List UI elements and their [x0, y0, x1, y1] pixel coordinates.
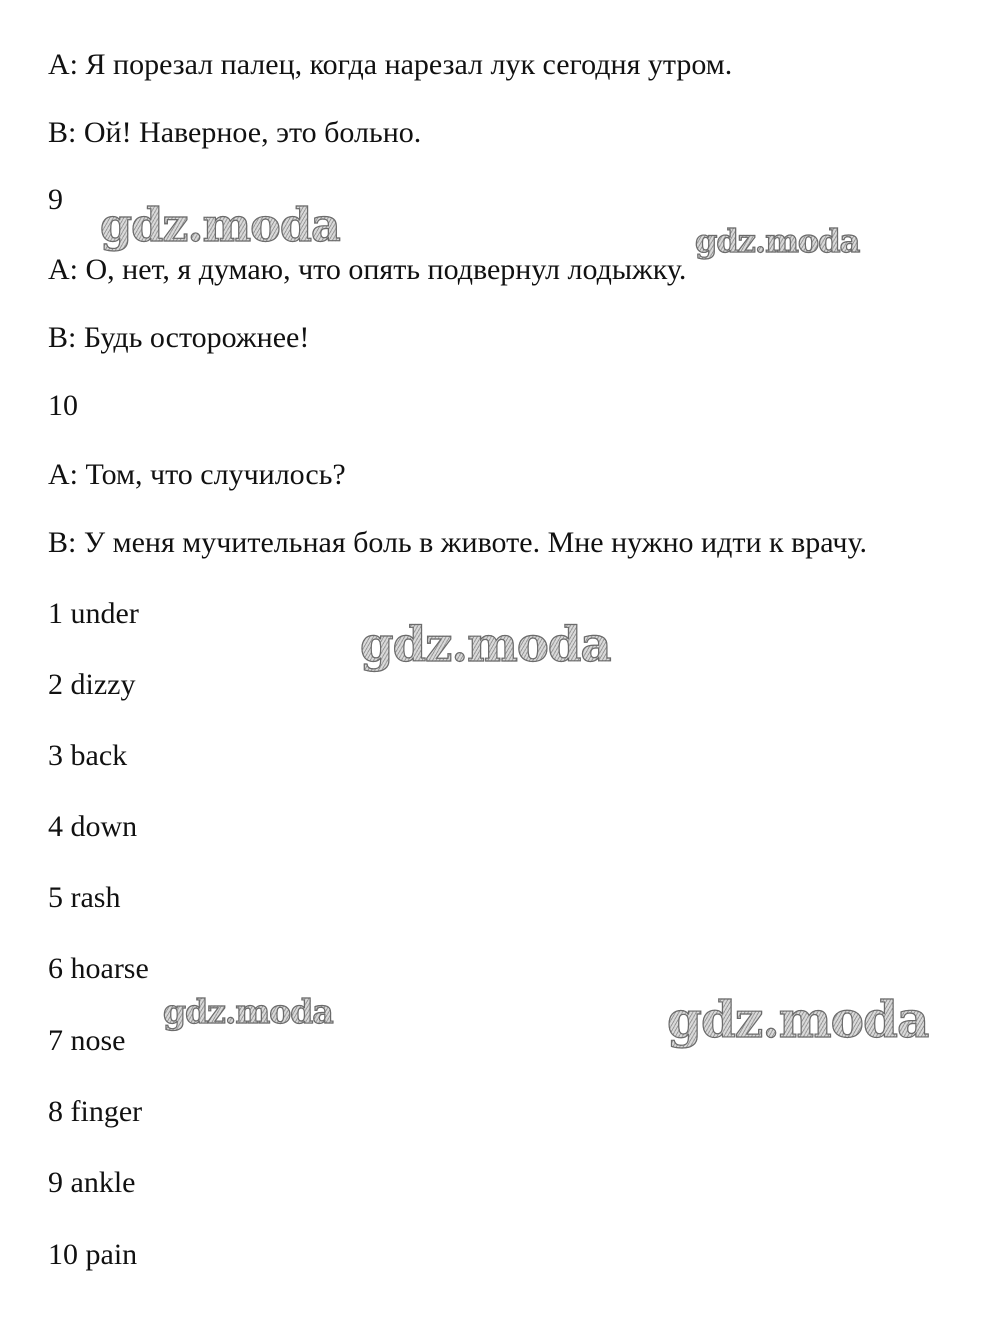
watermark-logo: gdz.moda: [360, 617, 611, 673]
answer-item: 4 down: [48, 810, 138, 843]
dialogue-8-line-b: B: Ой! Наверное, это больно.: [48, 116, 422, 149]
answer-item: 9 ankle: [48, 1166, 136, 1199]
dialogue-8-line-a: A: Я порезал палец, когда нарезал лук сегодня утром.: [48, 48, 733, 81]
answer-item: 10 pain: [48, 1238, 138, 1271]
dialogue-9-line-a: A: О, нет, я думаю, что опять подвернул лодыжку.: [48, 253, 687, 286]
answer-item: 8 finger: [48, 1095, 143, 1128]
dialogue-9-number: 9: [48, 183, 63, 216]
dialogue-9-line-b: B: Будь осторожнее!: [48, 321, 310, 354]
answer-item: 5 rash: [48, 881, 121, 914]
dialogue-10-line-b: B: У меня мучительная боль в животе. Мне нужно идти к врачу.: [48, 526, 867, 559]
answer-item: 2 dizzy: [48, 668, 136, 701]
watermark-logo: gdz.moda: [100, 198, 340, 252]
answer-item: 3 back: [48, 739, 128, 772]
answer-item: 7 nose: [48, 1024, 126, 1057]
answer-item: 1 under: [48, 597, 139, 630]
watermark-logo: gdz.moda: [667, 990, 929, 1049]
dialogue-10-line-a: A: Том, что случилось?: [48, 458, 346, 491]
dialogue-10-number: 10: [48, 389, 78, 422]
answer-item: 6 hoarse: [48, 952, 149, 985]
watermark-logo: gdz.moda: [163, 992, 333, 1031]
watermark-logo: gdz.moda: [695, 222, 860, 260]
